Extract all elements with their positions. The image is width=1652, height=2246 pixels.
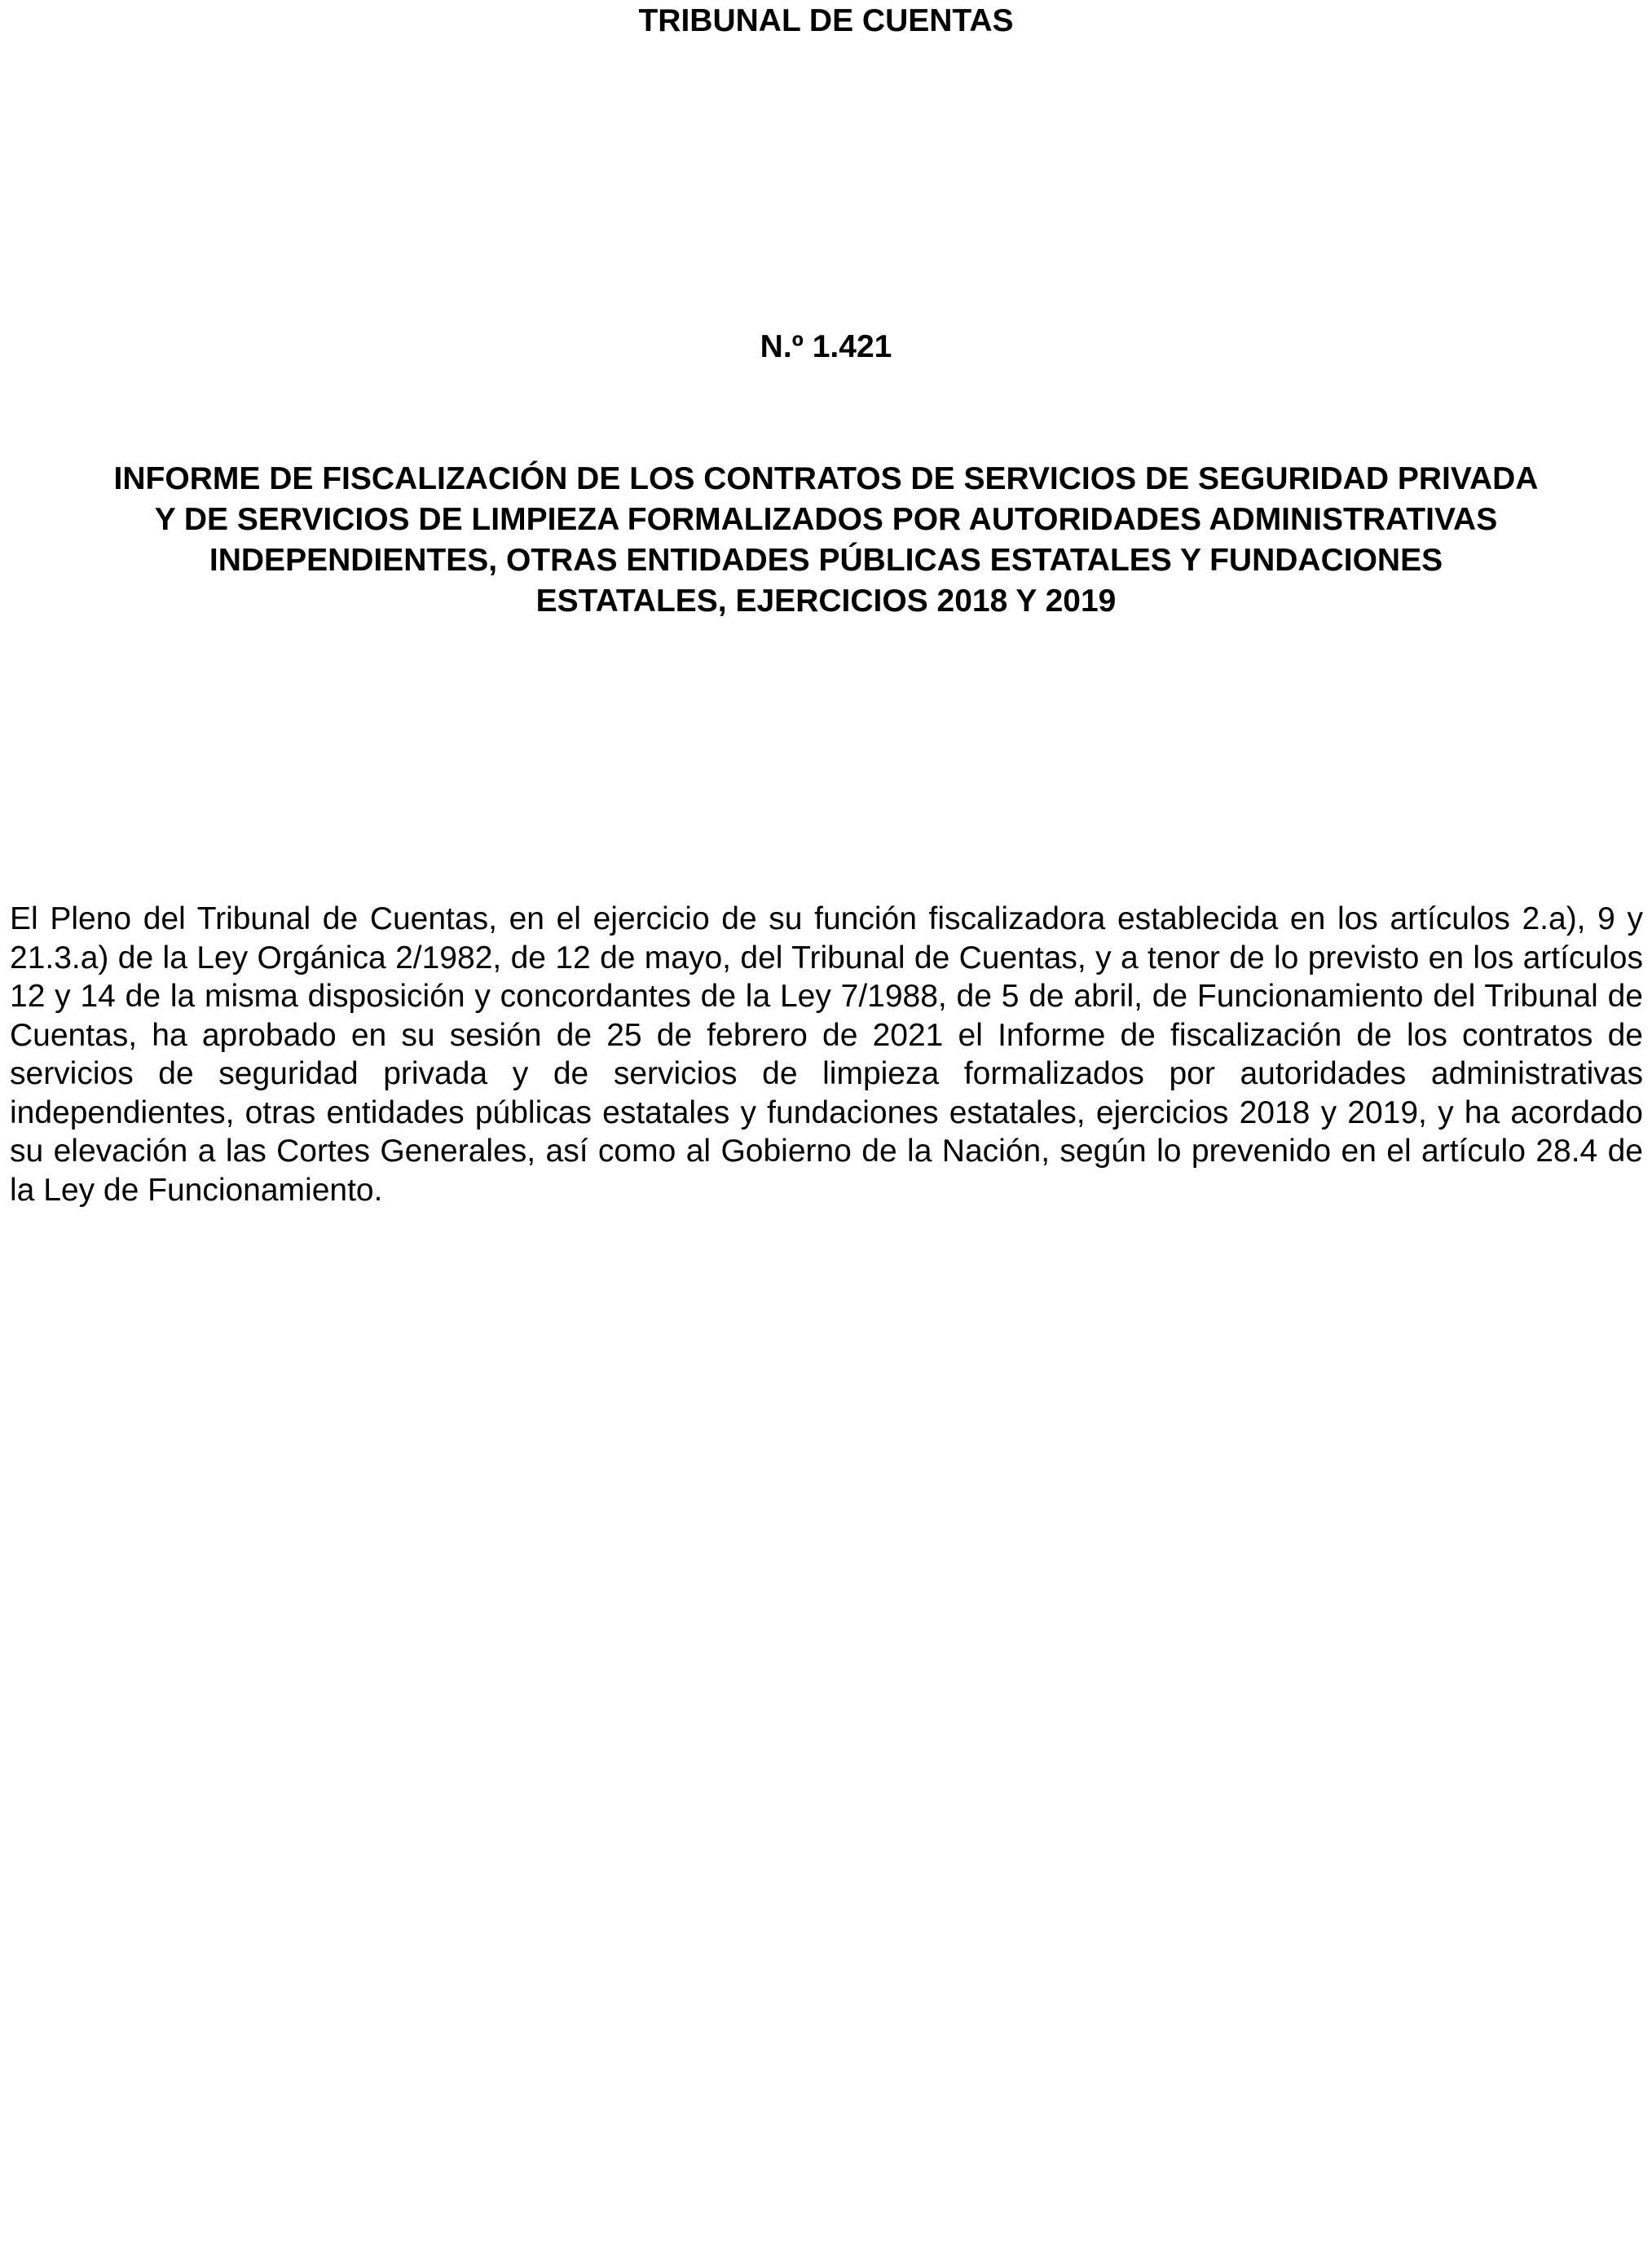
report-title-line: INFORME DE FISCALIZACIÓN DE LOS CONTRATOS DE SERVICIOS DE SEGURIDAD PRIVADA	[113, 461, 1539, 496]
report-number: N.º 1.421	[760, 329, 892, 364]
report-title-line: ESTATALES, EJERCICIOS 2018 Y 2019	[535, 584, 1117, 619]
report-title-line: INDEPENDIENTES, OTRAS ENTIDADES PÚBLICAS ESTATALES Y FUNDACIONES	[209, 543, 1443, 578]
report-title	[24, 459, 1628, 622]
institution-heading: TRIBUNAL DE CUENTAS	[638, 3, 1014, 38]
report-title-line: Y DE SERVICIOS DE LIMPIEZA FORMALIZADOS POR AUTORIDADES ADMINISTRATIVAS	[154, 502, 1498, 537]
body-paragraph: El Pleno del Tribunal de Cuentas, en el ejercicio de su función fiscalizadora establecida en los artículos 2.a), 9 y 21.3.a) de la Ley Orgánica 2/1982, de 12 de mayo, del Tribunal de Cuentas, y a tenor de lo previsto en los artículos 12 y 14 de la misma disposición y concordantes de la Ley 7/1988, de 5 de abril, de Funcionamiento del Tribunal de Cuentas, ha aprobado en su sesión de 25 de febrero de 2021 el Informe de fiscalización de los contratos de servicios de seguridad privada y de servicios de limpieza formalizados por autoridades administrativas independientes, otras entidades públicas estatales y fundaciones estatales, ejercicios 2018 y 2019, y ha acordado su elevación a las Cortes Generales, así como al Gobierno de la Nación, según lo prevenido en el artículo 28.4 de la Ley de Funcionamiento.	[10, 901, 1643, 1208]
